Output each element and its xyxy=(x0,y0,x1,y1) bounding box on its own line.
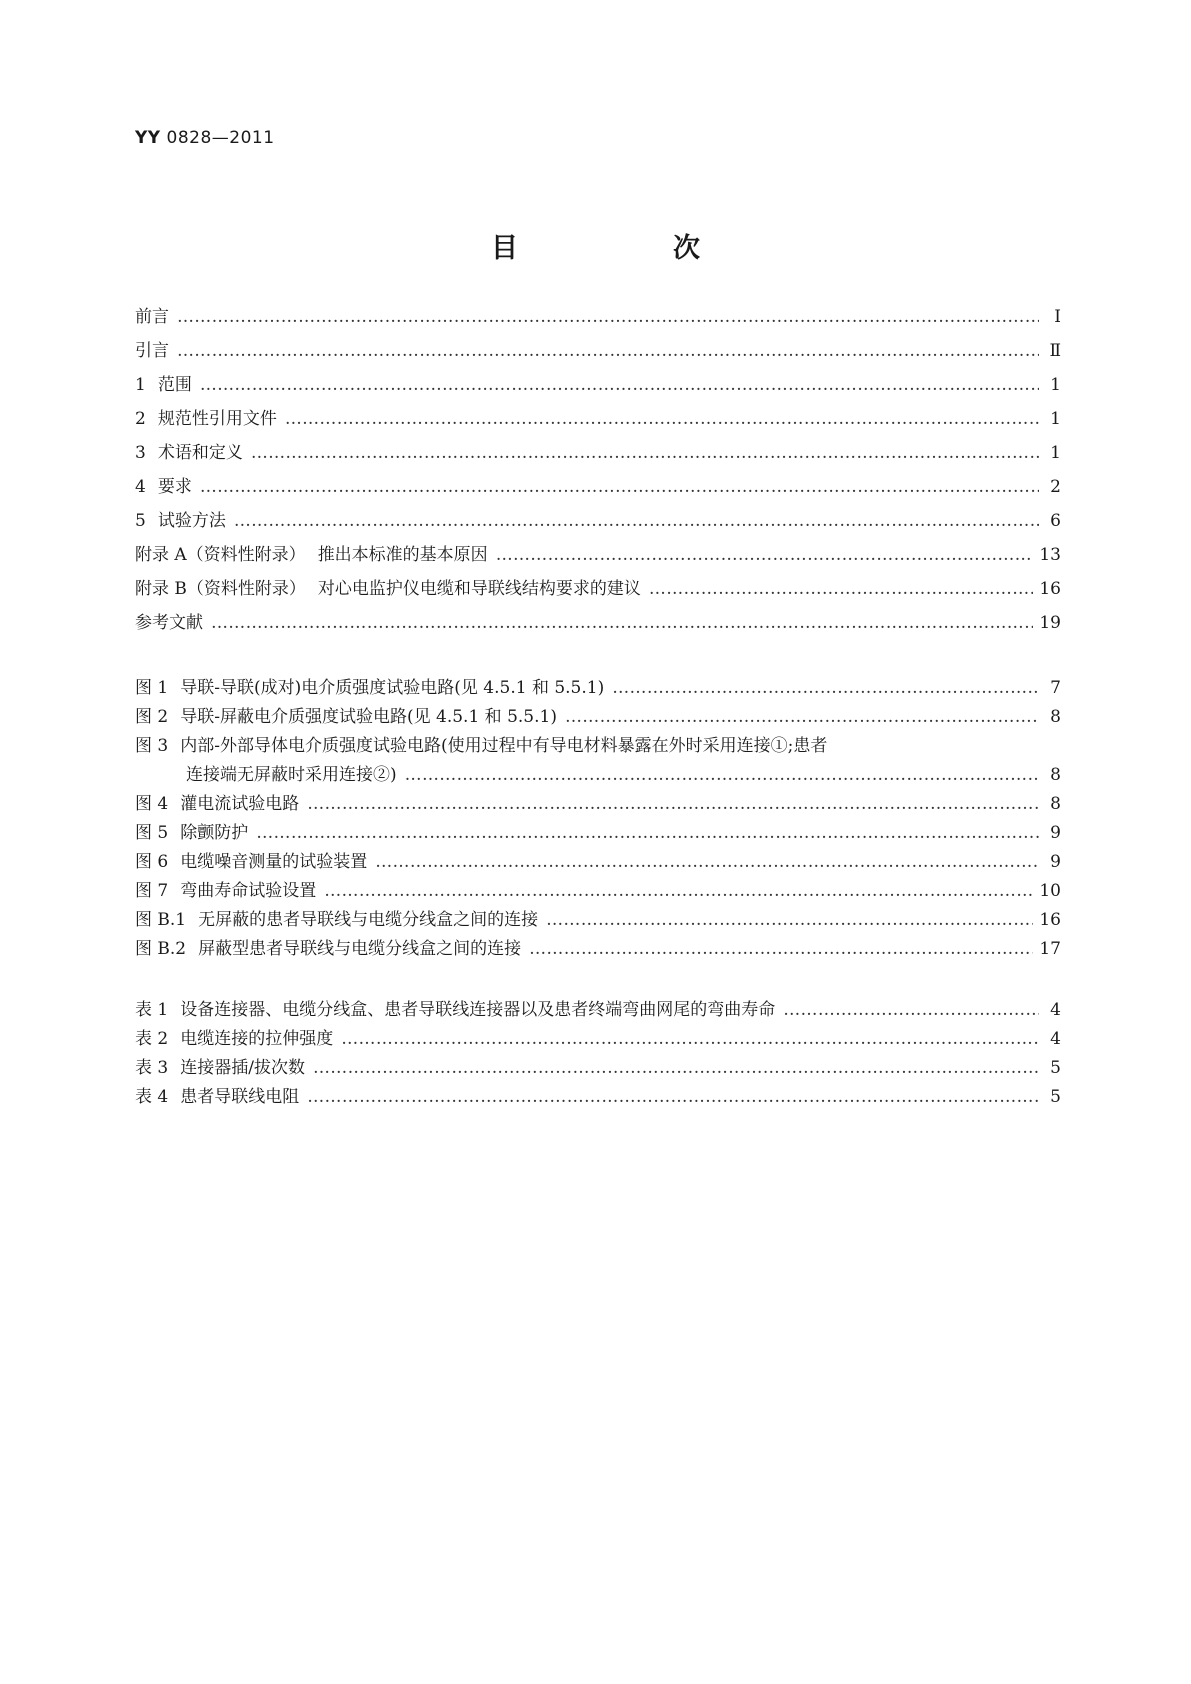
toc-entry-number: 2 xyxy=(135,409,146,429)
toc-figure-b2[interactable] xyxy=(135,939,1061,968)
table-page: 4 xyxy=(1050,1000,1061,1020)
dot-leader xyxy=(211,613,1033,633)
dot-leader xyxy=(565,707,1039,727)
figure-page: 7 xyxy=(1050,678,1061,698)
figure-title-continued: 连接端无屏蔽时采用连接②) xyxy=(186,765,397,785)
figure-page: 10 xyxy=(1039,881,1061,901)
toc-entry-label: 要求 xyxy=(157,477,192,497)
table-title: 连接器插/拔次数 xyxy=(180,1058,305,1078)
toc-entry-introduction[interactable] xyxy=(135,341,1061,375)
toc-entry-bibliography[interactable] xyxy=(135,613,1061,647)
toc-entry-label: 术语和定义 xyxy=(157,443,243,463)
table-page: 4 xyxy=(1050,1029,1061,1049)
toc-entry-number: 5 xyxy=(135,511,146,531)
table-number: 表 4 xyxy=(135,1087,169,1107)
toc-entry-page: 16 xyxy=(1039,579,1061,599)
toc-entry-normative-references[interactable] xyxy=(135,409,1061,443)
dot-leader xyxy=(307,1087,1039,1107)
toc-entry-page: Ⅰ xyxy=(1054,307,1061,327)
dot-leader xyxy=(649,579,1033,599)
figure-page: 16 xyxy=(1039,910,1061,930)
toc-figure-7[interactable] xyxy=(135,881,1061,910)
dot-leader xyxy=(375,852,1039,872)
toc-table-1[interactable] xyxy=(135,1000,1061,1029)
toc-entry-number: 4 xyxy=(135,477,146,497)
toc-entry-label: 附录 A（资料性附录） xyxy=(135,545,306,565)
figure-title: 除颤防护 xyxy=(180,823,249,843)
dot-leader xyxy=(200,477,1039,497)
toc-figure-6[interactable] xyxy=(135,852,1061,881)
toc-entry-terms[interactable] xyxy=(135,443,1061,477)
toc-entry-label: 前言 xyxy=(135,307,169,327)
figure-page: 17 xyxy=(1039,939,1061,959)
figure-title: 导联-屏蔽电介质强度试验电路(见 4.5.1 和 5.5.1) xyxy=(180,707,557,727)
dot-leader xyxy=(546,910,1033,930)
dot-leader xyxy=(341,1029,1039,1049)
figure-number: 图 1 xyxy=(135,678,169,698)
toc-entry-label: 引言 xyxy=(135,341,169,361)
table-page: 5 xyxy=(1050,1087,1061,1107)
dot-leader xyxy=(200,375,1039,395)
toc-entry-page: 1 xyxy=(1050,409,1061,429)
toc-entry-page: 2 xyxy=(1050,477,1061,497)
table-page: 5 xyxy=(1050,1058,1061,1078)
toc-entry-page: 1 xyxy=(1050,375,1061,395)
table-number: 表 3 xyxy=(135,1058,169,1078)
dot-leader xyxy=(324,881,1033,901)
dot-leader xyxy=(612,678,1039,698)
figure-number: 图 B.2 xyxy=(135,939,187,959)
toc-entry-annex-a[interactable] xyxy=(135,545,1061,579)
toc-tables xyxy=(135,1000,1061,1116)
dot-leader xyxy=(177,307,1039,327)
figure-title: 导联-导联(成对)电介质强度试验电路(见 4.5.1 和 5.5.1) xyxy=(180,678,605,698)
toc-entry-label: 附录 B（资料性附录） xyxy=(135,579,306,599)
dot-leader xyxy=(256,823,1039,843)
toc-entry-label: 参考文献 xyxy=(135,613,203,633)
figure-number: 图 2 xyxy=(135,707,169,727)
page-title: 目 次 xyxy=(491,233,764,264)
toc-figure-2[interactable] xyxy=(135,707,1061,736)
toc-entry-label: 试验方法 xyxy=(157,511,226,531)
figure-title: 内部-外部导体电介质强度试验电路(使用过程中有导电材料暴露在外时采用连接①;患者 xyxy=(180,736,828,756)
toc-figure-5[interactable] xyxy=(135,823,1061,852)
toc-entry-page: 19 xyxy=(1039,613,1061,633)
toc-figures xyxy=(135,678,1061,968)
toc-entry-page: 13 xyxy=(1039,545,1061,565)
toc-entry-page: 6 xyxy=(1050,511,1061,531)
toc-figure-b1[interactable] xyxy=(135,910,1061,939)
toc-entry-sublabel: 对心电监护仪电缆和导联线结构要求的建议 xyxy=(317,579,641,599)
toc-entry-test-methods[interactable] xyxy=(135,511,1061,545)
toc-figure-1[interactable] xyxy=(135,678,1061,707)
figure-title: 屏蔽型患者导联线与电缆分线盒之间的连接 xyxy=(198,939,522,959)
toc-entry-foreword[interactable] xyxy=(135,307,1061,341)
toc-entry-page: Ⅱ xyxy=(1049,341,1061,361)
toc-table-2[interactable] xyxy=(135,1029,1061,1058)
dot-leader xyxy=(285,409,1039,429)
table-title: 患者导联线电阻 xyxy=(180,1087,300,1107)
toc-entry-scope[interactable] xyxy=(135,375,1061,409)
dot-leader xyxy=(496,545,1034,565)
dot-leader xyxy=(529,939,1033,959)
toc-entry-requirements[interactable] xyxy=(135,477,1061,511)
toc-figure-4[interactable] xyxy=(135,794,1061,823)
dot-leader xyxy=(313,1058,1039,1078)
figure-page: 9 xyxy=(1050,823,1061,843)
figure-number: 图 5 xyxy=(135,823,169,843)
toc-entry-annex-b[interactable] xyxy=(135,579,1061,613)
standard-prefix: YY xyxy=(135,128,161,148)
toc-entry-sublabel: 推出本标准的基本原因 xyxy=(317,545,488,565)
table-number: 表 1 xyxy=(135,1000,169,1020)
dot-leader xyxy=(251,443,1039,463)
dot-leader xyxy=(234,511,1039,531)
dot-leader xyxy=(307,794,1039,814)
figure-title: 无屏蔽的患者导联线与电缆分线盒之间的连接 xyxy=(198,910,539,930)
figure-title: 弯曲寿命试验设置 xyxy=(180,881,317,901)
figure-page: 8 xyxy=(1050,794,1061,814)
table-title: 设备连接器、电缆分线盒、患者导联线连接器以及患者终端弯曲网尾的弯曲寿命 xyxy=(180,1000,776,1020)
toc-entry-page: 1 xyxy=(1050,443,1061,463)
figure-page: 8 xyxy=(1050,707,1061,727)
dot-leader xyxy=(783,1000,1039,1020)
toc-entry-number: 1 xyxy=(135,375,146,395)
toc-figure-3[interactable] xyxy=(135,736,1061,794)
table-title: 电缆连接的拉伸强度 xyxy=(180,1029,334,1049)
table-number: 表 2 xyxy=(135,1029,169,1049)
toc-main xyxy=(135,307,1061,647)
toc-entry-number: 3 xyxy=(135,443,146,463)
figure-number: 图 3 xyxy=(135,736,169,756)
toc-table-4[interactable] xyxy=(135,1087,1061,1116)
toc-entry-label: 规范性引用文件 xyxy=(157,409,277,429)
figure-number: 图 6 xyxy=(135,852,169,872)
figure-number: 图 7 xyxy=(135,881,169,901)
figure-title: 电缆噪音测量的试验装置 xyxy=(180,852,368,872)
figure-page: 8 xyxy=(1050,765,1061,785)
dot-leader xyxy=(405,765,1039,785)
figure-number: 图 B.1 xyxy=(135,910,187,930)
toc-table-3[interactable] xyxy=(135,1058,1061,1087)
standard-number: 0828—2011 xyxy=(166,128,275,148)
figure-page: 9 xyxy=(1050,852,1061,872)
dot-leader xyxy=(177,341,1039,361)
figure-title: 灌电流试验电路 xyxy=(180,794,300,814)
figure-number: 图 4 xyxy=(135,794,169,814)
document-code xyxy=(135,128,275,148)
toc-entry-label: 范围 xyxy=(157,375,192,395)
